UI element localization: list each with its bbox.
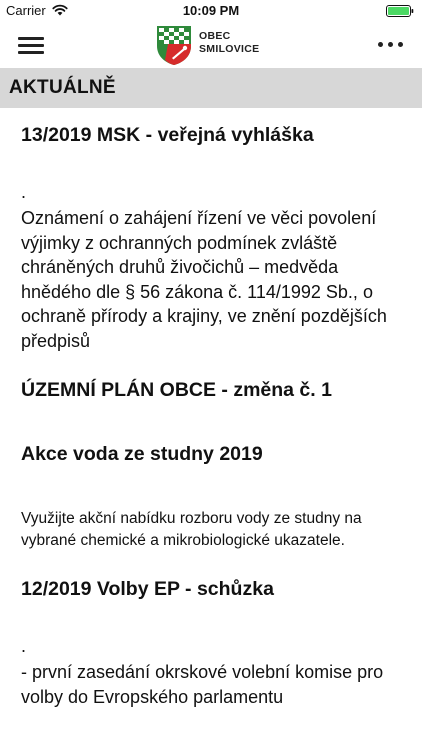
clock: 10:09 PM bbox=[182, 3, 240, 18]
status-bar bbox=[0, 0, 422, 22]
news-item-body: Oznámení o zahájení řízení ve věci povolení výjimky z ochranných podmínek zvláště chráněných druhů živočichů – medvěda hnědého dle § 56 zákona č. 114/1992 Sb., o ochraně přírody a krajiny, ve znění pozdějších předpisů bbox=[21, 208, 387, 351]
news-item-dot: . bbox=[21, 636, 27, 656]
news-item[interactable] bbox=[0, 108, 422, 353]
news-item[interactable] bbox=[0, 403, 422, 552]
news-item-title[interactable]: 13/2019 MSK - veřejná vyhláška bbox=[21, 124, 314, 146]
news-item-title[interactable]: Akce voda ze studny 2019 bbox=[21, 443, 263, 465]
app-brand bbox=[199, 30, 259, 56]
brand-line-1: OBEC bbox=[199, 30, 231, 42]
battery-icon bbox=[386, 5, 414, 17]
news-item-title[interactable]: ÚZEMNÍ PLÁN OBCE - změna č. 1 bbox=[21, 379, 332, 401]
more-horizontal-icon[interactable] bbox=[378, 41, 404, 49]
coat-of-arms-logo[interactable] bbox=[154, 24, 194, 66]
news-item-title[interactable]: 12/2019 Volby EP - schůzka bbox=[21, 578, 274, 600]
news-item[interactable] bbox=[0, 552, 422, 709]
section-header bbox=[0, 68, 422, 108]
news-list bbox=[0, 108, 422, 709]
news-item-body: - první zasedání okrskové volební komise pro volby do Evropského parlamentu bbox=[21, 662, 384, 707]
news-item-body: Využijte akční nabídku rozboru vody ze studny na vybrané chemické a mikrobiologické ukazatele. bbox=[21, 510, 362, 549]
news-item-dot: . bbox=[21, 182, 27, 202]
brand-line-2: SMILOVICE bbox=[199, 43, 260, 55]
hamburger-icon[interactable] bbox=[18, 35, 46, 55]
carrier-label: Carrier bbox=[6, 3, 46, 18]
navigation-bar bbox=[0, 22, 422, 68]
news-item[interactable] bbox=[0, 353, 422, 403]
section-title: AKTUÁLNĚ bbox=[9, 77, 116, 98]
